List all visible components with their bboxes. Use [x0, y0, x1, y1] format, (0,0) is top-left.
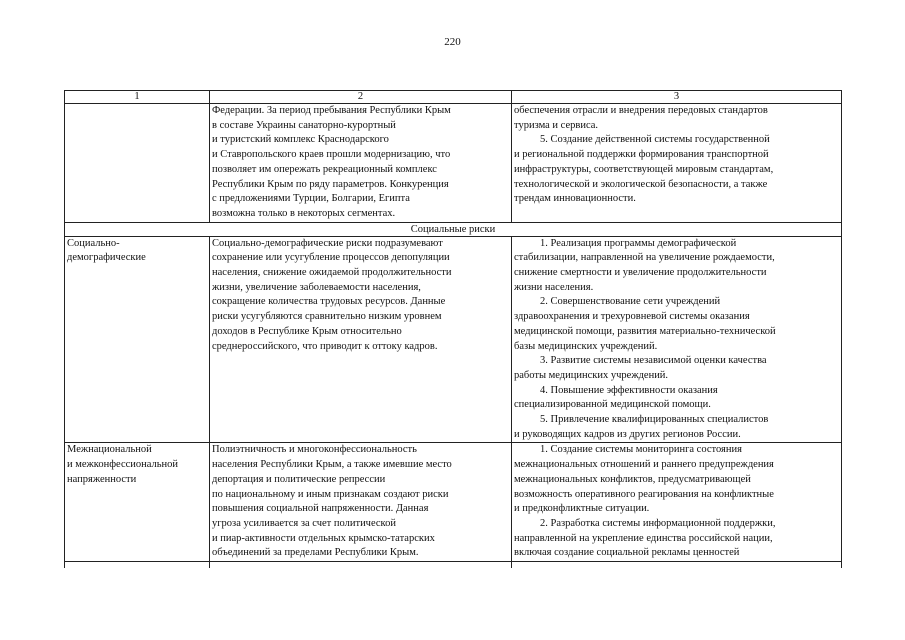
risk-description-cell	[210, 443, 512, 562]
table-header-row	[65, 91, 842, 104]
text-line: снижение смертности и увеличение продолжительности	[514, 267, 767, 279]
risk-table	[64, 90, 842, 568]
text-line: населения Республики Крым, а также имевшие место	[212, 459, 452, 471]
cell-continuation-col1	[65, 104, 210, 223]
text-line: 5. Привлечение квалифицированных специалистов	[540, 414, 769, 426]
cell-continuation-col2	[210, 104, 512, 223]
table-row	[65, 443, 842, 562]
text-line: и межконфессиональной	[67, 459, 179, 471]
text-line: 1. Создание системы мониторинга состояния	[540, 444, 742, 456]
text-line: 2. Совершенствование сети учреждений	[540, 296, 721, 308]
text-line: повышения социальной напряженности. Данная	[212, 503, 429, 515]
text-line: в составе Украины санаторно-курортный	[212, 119, 396, 131]
text-line: и туристский комплекс Краснодарского	[212, 134, 389, 146]
text-line: позволяет им опережать рекреационный комплекс	[212, 163, 437, 175]
column-header-1: 1	[65, 91, 210, 104]
text-line: здравоохранения и трехуровневой системы оказания	[514, 311, 750, 323]
page-number: 220	[444, 36, 461, 48]
text-line: 3. Развитие системы независимой оценки качества	[540, 355, 767, 367]
text-line: 1. Реализация программы демографической	[540, 237, 737, 249]
text-line: стабилизации, направленной на увеличение рождаемости,	[514, 252, 775, 264]
text-line: депортация и политические репрессии	[212, 473, 386, 485]
text-line: включая создание социальной рекламы ценностей	[514, 547, 740, 559]
text-line: 4. Повышение эффективности оказания	[540, 384, 718, 396]
text-line: по национальному и иным признакам создают риски	[212, 488, 449, 500]
text-line: Социально-демографические риски подразумевают	[212, 237, 443, 249]
text-line: и Ставропольского краев прошли модернизацию, что	[212, 149, 451, 161]
text-line: населения, снижение ожидаемой продолжительности	[212, 267, 452, 279]
risk-description-cell	[210, 236, 512, 443]
text-line: жизни, увеличение заболеваемости населения,	[212, 281, 421, 293]
text-line: среднероссийского, что приводит к оттоку кадров.	[212, 340, 438, 352]
text-line: демографические	[67, 252, 146, 264]
column-header-3: 3	[512, 91, 842, 104]
text-line: технологической и экологической безопасности, а также	[514, 178, 768, 190]
text-line: медицинской помощи, развития материально-технической	[514, 325, 776, 337]
text-line: 2. Разработка системы информационной поддержки,	[540, 517, 776, 529]
text-line: туризма и сервиса.	[514, 119, 599, 131]
text-line: угроза усиливается за счет политической	[212, 517, 396, 529]
text-line: Республики Крым по ряду параметров. Конкуренция	[212, 178, 449, 190]
text-line: и пиар-активности отдельных крымско-татарских	[212, 532, 435, 544]
text-line: и руководящих кадров из других регионов России.	[514, 428, 741, 440]
text-line: сохранение или усугубление процессов депопуляции	[212, 252, 450, 264]
text-line: Полиэтничность и многоконфессиональность	[212, 444, 417, 456]
text-line: 5. Создание действенной системы государственной	[540, 134, 770, 146]
text-line: специализированной медицинской помощи.	[514, 399, 711, 411]
text-line: трендам инновационности.	[514, 193, 636, 205]
risk-name-cell	[65, 443, 210, 562]
risk-measures-cell	[512, 236, 842, 443]
text-line: Социально-	[67, 237, 120, 249]
text-line: возможность оперативного реагирования на конфликтные	[514, 488, 774, 500]
text-line: базы медицинских учреждений.	[514, 340, 658, 352]
table-row	[65, 104, 842, 223]
text-line: доходов в Республике Крым относительно	[212, 325, 402, 337]
text-line: работы медицинских учреждений.	[514, 369, 669, 381]
text-line: и региональной поддержки формирования транспортной	[514, 149, 769, 161]
text-line: и предконфликтные ситуации.	[514, 503, 650, 515]
text-line: напряженности	[67, 473, 137, 485]
text-line: риски усугубляются сравнительно низким уровнем	[212, 311, 442, 323]
text-line: с предложениями Турции, Болгарии, Египта	[212, 193, 410, 205]
text-line: Федерации. За период пребывания Республики Крым	[212, 105, 451, 116]
text-line: жизни населения.	[514, 281, 594, 293]
cell-continuation-col3	[512, 104, 842, 223]
column-header-2: 2	[210, 91, 512, 104]
risk-name-cell	[65, 236, 210, 443]
text-line: межнациональных отношений и раннего предупреждения	[514, 459, 774, 471]
text-line: Межнациональной	[67, 444, 152, 456]
text-line: инфраструктуры, соответствующей мировым стандартам,	[514, 163, 774, 175]
text-line: объединений за пределами Республики Крым.	[212, 547, 419, 559]
risk-measures-cell	[512, 443, 842, 562]
text-line: сокращение количества трудовых ресурсов. Данные	[212, 296, 446, 308]
section-title: Социальные риски	[65, 222, 842, 236]
text-line: обеспечения отрасли и внедрения передовых стандартов	[514, 105, 768, 116]
table-row	[65, 236, 842, 443]
text-line: возможна только в некоторых сегментах.	[212, 207, 396, 219]
text-line: межнациональных конфликтов, предусматривающей	[514, 473, 751, 485]
text-line: направленной на укрепление единства российской нации,	[514, 532, 773, 544]
table-continuation-edge	[65, 562, 842, 569]
section-row	[65, 222, 842, 236]
